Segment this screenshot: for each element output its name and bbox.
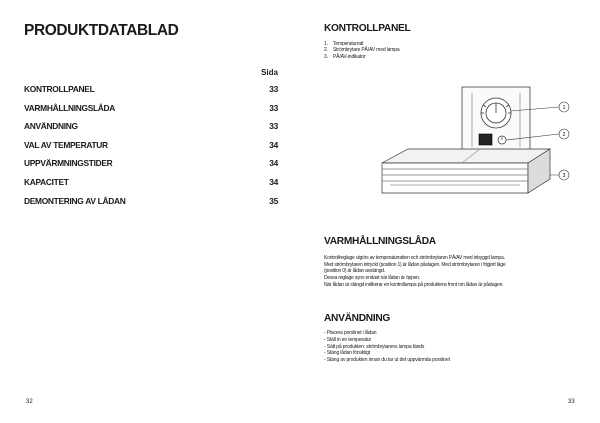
power-indicator-icon (498, 136, 506, 144)
toc-label: VAL AV TEMPERATUR (24, 139, 108, 150)
paragraph-line: Dessa reglage syns endast när lådan är öppen. (324, 275, 421, 282)
toc-item[interactable] (24, 196, 278, 215)
paragraph-line: Kontrollreglage utgörs av temperaturratten och strömbrytaren PÅ/AV med inbyggd lampa. (324, 255, 505, 261)
section-heading-kontrollpanel: KONTROLLPANEL (324, 23, 411, 34)
callout-number: 3 (562, 172, 566, 179)
power-switch-icon (479, 134, 492, 145)
callout-number: 2 (562, 131, 566, 138)
varmhallningslada-text (324, 255, 574, 289)
toc-item[interactable] (24, 140, 278, 159)
toc-page: 33 (269, 102, 278, 113)
anvandning-list (324, 330, 450, 364)
toc-page: 35 (269, 195, 278, 206)
paragraph-line: (position 0) är lådan avstängd. (324, 268, 386, 275)
page-title: PRODUKTDATABLAD (24, 22, 179, 39)
toc-label: DEMONTERING AV LÅDAN (24, 195, 126, 206)
toc-label: UPPVÄRMNINGSTIDER (24, 158, 113, 169)
toc-page: 33 (269, 121, 278, 132)
toc-page: 34 (269, 176, 278, 187)
toc-item[interactable] (24, 103, 278, 122)
toc-label: ANVÄNDNING (24, 121, 78, 132)
page-number: 32 (26, 399, 33, 405)
paragraph-line: Med strömbrytaren intryckt (position 1) är lådan påslagen. Med strömbrytaren i frigjort läge (324, 261, 506, 268)
list-item-text: PÅ/AV-indikator (333, 53, 366, 60)
page-number: 33 (568, 399, 575, 405)
table-of-contents (24, 84, 278, 214)
toc-page: 34 (269, 139, 278, 150)
kontrollpanel-list (324, 41, 400, 60)
list-item: - Stäng av produkten innan du tar ut det uppvärmda porslinet (324, 357, 450, 364)
toc-page: 33 (269, 84, 278, 94)
toc-label: VARMHÅLLNINGSLÅDA (24, 102, 116, 113)
drawer-illustration (382, 149, 550, 193)
toc-item[interactable] (24, 177, 278, 196)
callout-1 (559, 102, 569, 112)
toc-label: KONTROLLPANEL (24, 84, 95, 94)
temperature-dial-icon (481, 98, 511, 128)
list-item-number: 1. (324, 41, 328, 47)
list-item: - Placera porslinet i lådan (324, 330, 377, 336)
callout-2 (559, 129, 569, 139)
callout-3 (559, 170, 569, 180)
list-item: - Stäng lådan försiktigt (324, 350, 371, 357)
toc-item[interactable] (24, 121, 278, 140)
callout-number: 1 (562, 104, 566, 111)
list-item: - Ställ in en temperatur (324, 336, 371, 343)
paragraph-line: När lådan är stängd indikerar en kontrollampa på produktens front om lådan är påslagen. (324, 281, 504, 288)
list-item-text: Strömbrytare PÅ/AV med lampa (333, 47, 400, 54)
section-heading-anvandning: ANVÄNDNING (324, 313, 391, 324)
list-item-number: 3. (324, 53, 328, 60)
sida-label: Sida (261, 68, 278, 77)
warming-drawer-diagram (380, 85, 580, 210)
list-item-text: Temperaturratt (333, 41, 364, 47)
section-heading-varmhallningslada: VARMHÅLLNINGSLÅDA (324, 236, 436, 247)
list-item-number: 2. (324, 47, 328, 54)
list-item (324, 54, 400, 60)
toc-page: 34 (269, 158, 278, 169)
toc-item[interactable] (24, 158, 278, 177)
list-item: - Sätt på produkten: strömbrytarens lampa tänds (324, 343, 425, 350)
right-page (300, 0, 600, 423)
toc-item[interactable] (24, 84, 278, 103)
toc-label: KAPACITET (24, 176, 69, 187)
